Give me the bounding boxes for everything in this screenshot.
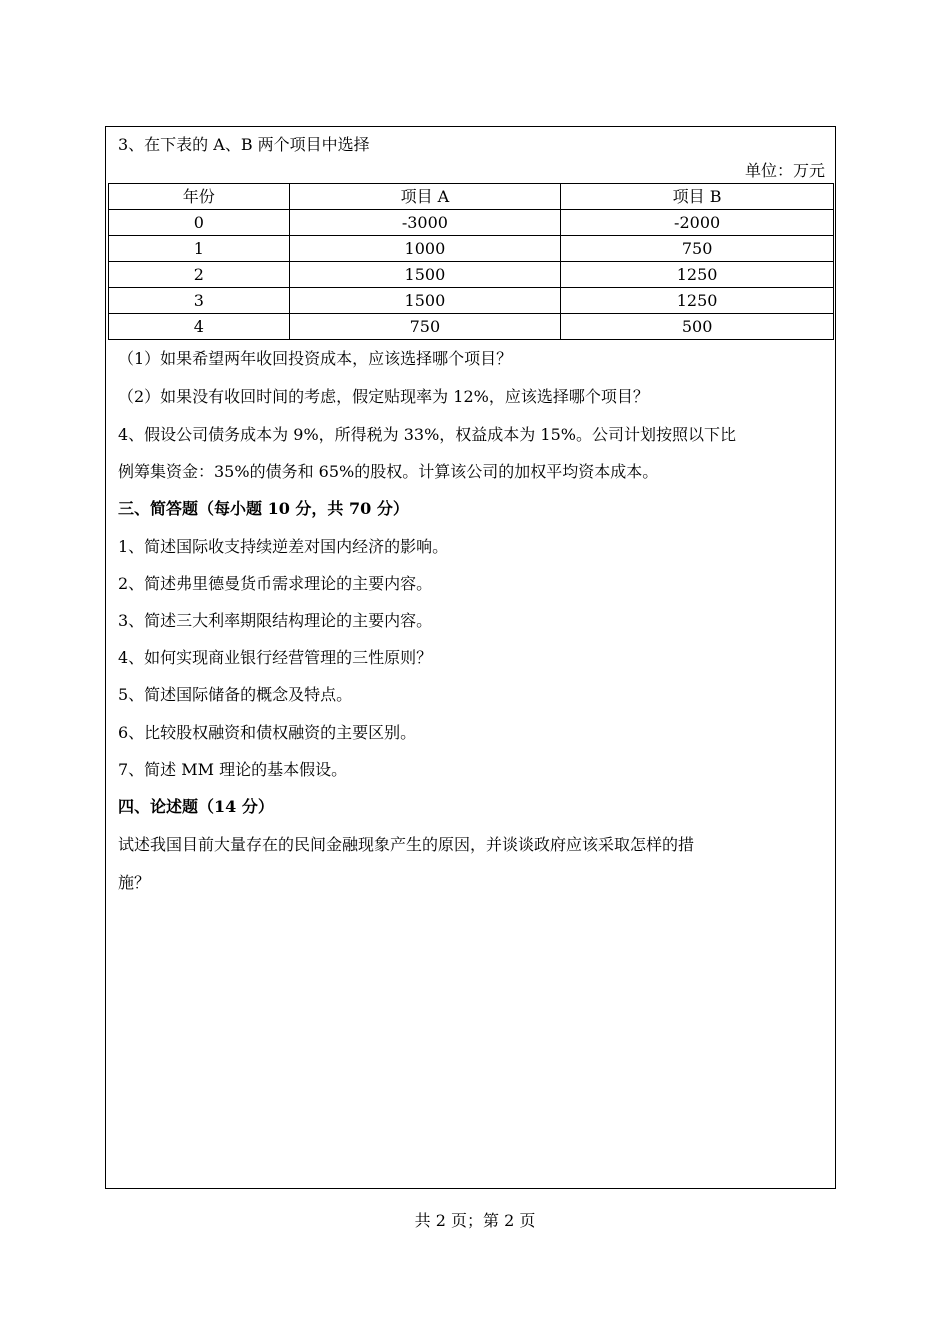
cell-a: 1500 bbox=[289, 288, 561, 314]
list-item: 6、比较股权融资和债权融资的主要区别。 bbox=[118, 723, 417, 742]
q3-title: 3、在下表的 A、B 两个项目中选择 bbox=[118, 135, 370, 154]
list-item: 1、简述国际收支持续逆差对国内经济的影响。 bbox=[118, 537, 449, 556]
section3-heading: 三、简答题（每小题 10 分，共 70 分） bbox=[118, 499, 409, 518]
table-row bbox=[109, 210, 834, 236]
table-row bbox=[109, 236, 834, 262]
cell-a: 1500 bbox=[289, 262, 561, 288]
unit-label: 单位：万元 bbox=[744, 161, 825, 180]
list-item: 2、简述弗里德曼货币需求理论的主要内容。 bbox=[118, 574, 433, 593]
list-item: 3、简述三大利率期限结构理论的主要内容。 bbox=[118, 611, 433, 630]
cell-year: 4 bbox=[109, 314, 290, 340]
cell-year: 3 bbox=[109, 288, 290, 314]
q3-sub1: （1）如果希望两年收回投资成本，应该选择哪个项目？ bbox=[118, 349, 513, 368]
section4-line1: 试述我国目前大量存在的民间金融现象产生的原因，并谈谈政府应该采取怎样的措 bbox=[118, 835, 695, 854]
table-row bbox=[109, 262, 834, 288]
cell-b: -2000 bbox=[561, 210, 834, 236]
table-header-row bbox=[109, 184, 834, 210]
header-project-a: 项目 A bbox=[289, 184, 561, 210]
q4-line1: 4、假设公司债务成本为 9%，所得税为 33%，权益成本为 15%。公司计划按照以下比 bbox=[118, 425, 736, 444]
header-year: 年份 bbox=[109, 184, 290, 210]
table-row bbox=[109, 288, 834, 314]
list-item: 7、简述 MM 理论的基本假设。 bbox=[118, 760, 348, 779]
cell-a: -3000 bbox=[289, 210, 561, 236]
cell-year: 0 bbox=[109, 210, 290, 236]
q4-line2: 例筹集资金：35%的债务和 65%的股权。计算该公司的加权平均资本成本。 bbox=[118, 462, 659, 481]
section4-heading: 四、论述题（14 分） bbox=[118, 797, 274, 816]
cell-b: 1250 bbox=[561, 288, 834, 314]
section4-line2: 施？ bbox=[118, 873, 151, 892]
cell-a: 1000 bbox=[289, 236, 561, 262]
cell-b: 750 bbox=[561, 236, 834, 262]
cell-b: 1250 bbox=[561, 262, 834, 288]
table-row bbox=[109, 314, 834, 340]
page-footer: 共 2 页；第 2 页 bbox=[414, 1211, 536, 1230]
list-item: 4、如何实现商业银行经营管理的三性原则？ bbox=[118, 648, 433, 667]
project-table bbox=[108, 183, 834, 340]
exam-frame bbox=[105, 126, 836, 1189]
cell-year: 2 bbox=[109, 262, 290, 288]
list-item: 5、简述国际储备的概念及特点。 bbox=[118, 685, 353, 704]
q3-sub2: （2）如果没有收回时间的考虑，假定贴现率为 12%，应该选择哪个项目？ bbox=[118, 387, 649, 406]
header-project-b: 项目 B bbox=[561, 184, 834, 210]
cell-a: 750 bbox=[289, 314, 561, 340]
cell-b: 500 bbox=[561, 314, 834, 340]
cell-year: 1 bbox=[109, 236, 290, 262]
